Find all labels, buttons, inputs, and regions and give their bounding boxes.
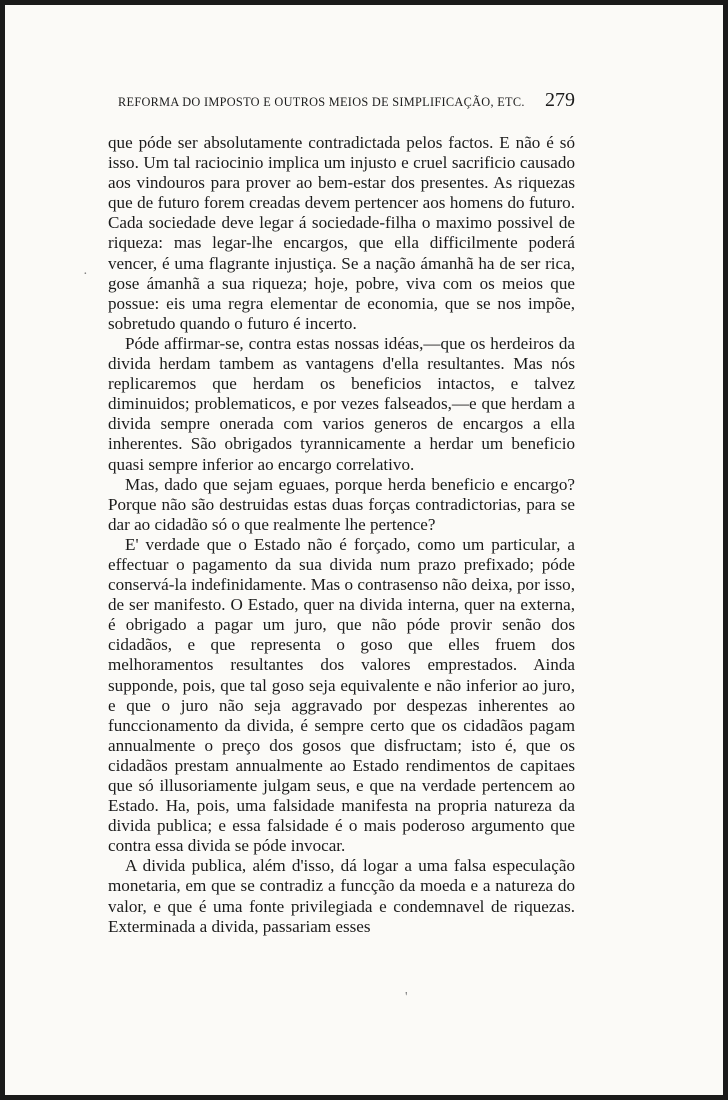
body-text <box>108 133 575 937</box>
paragraph: que póde ser absolutamente contradictada pelos factos. E não é só isso. Um tal raciocinio implica um injusto e cruel sacrificio causado aos vindouros para prover ao bem-estar dos presentes. As riquezas que de futuro forem creadas devem pertencer aos homens do futuro. Cada sociedade deve legar á sociedade-filha o maximo possivel de riqueza: mas legar-lhe encargos, que ella difficilmente poderá vencer, é uma flagrante injustiça. Se a nação ámanhã ha de ser rica, gose ámanhã a sua riqueza; hoje, pobre, viva com os meios que possue: eis uma regra elementar de economia, que se nos impõe, sobretudo quando o futuro é incerto. <box>108 133 575 333</box>
running-head-title: REFORMA DO IMPOSTO E OUTROS MEIOS DE SIMPLIFICAÇÃO, ETC. <box>118 95 525 109</box>
running-head <box>108 89 575 119</box>
margin-speck: · <box>83 267 88 282</box>
paragraph: Mas, dado que sejam eguaes, porque herda beneficio e encargo? Porque não são destruidas estas duas forças contradictorias, para se dar ao cidadão só o que realmente lhe pertence? <box>108 474 575 534</box>
page-number: 279 <box>545 89 575 111</box>
paragraph: E' verdade que o Estado não é forçado, como um particular, a effectuar o pagamento da sua divida num prazo prefixado; póde conservá-la indefinidamente. Mas o contrasenso não deixa, por isso, de ser manifesto. O Estado, quer na divida interna, quer na externa, é obrigado a pagar um juro, que não póde provir senão dos cidadãos, e que representa o goso que elles fruem dos melhoramentos resultantes dos valores emprestados. Ainda supponde, pois, que tal goso seja equivalente e não inferior ao juro, e que o juro não seja aggravado por despezas inherentes ao funccionamento da divida, é sempre certo que os cidadãos pagam annualmente o preço dos gosos que disfructam; isto é, que os cidadãos prestam annualmente ao Estado rendimentos de capitaes que só illusoriamente julgam seus, e que na verdade pertencem ao Estado. Ha, pois, uma falsidade manifesta na propria natureza da divida publica; e essa falsidade é o mais poderoso argumento que contra essa divida se póde invocar. <box>108 534 575 856</box>
margin-speck: ' <box>405 990 408 1005</box>
paragraph: Póde affirmar-se, contra estas nossas idéas,—que os herdeiros da divida herdam tambem as vantagens d'ella resultantes. Mas nós replicaremos que herdam os beneficios intactos, e talvez diminuidos; problematicos, e por vezes falseados,—e que herdam a divida sempre onerada com varios generos de encargos a ella inherentes. São obrigados tyrannicamente a herdar um beneficio quasi sempre inferior ao encargo correlativo. <box>108 333 575 474</box>
paragraph: A divida publica, além d'isso, dá logar a uma falsa especulação monetaria, em que se contradiz a funcção da moeda e a natureza do valor, e que é uma fonte privilegiada e condemnavel de riquezas. Exterminada a divida, passariam esses <box>108 856 575 936</box>
book-page <box>108 89 575 937</box>
